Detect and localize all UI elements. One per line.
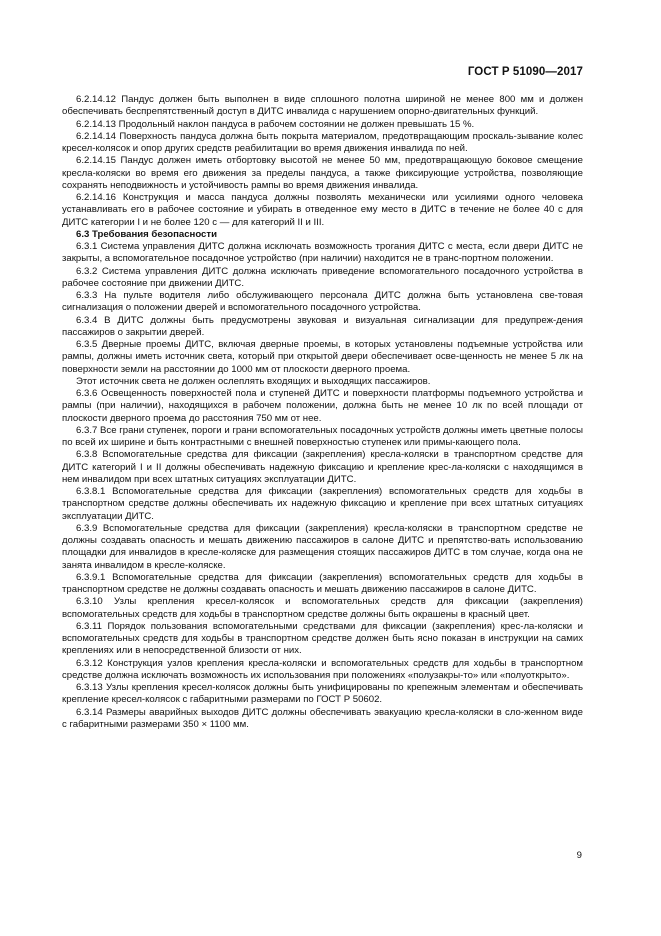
paragraph-6-3-9-1: 6.3.9.1 Вспомогательные средства для фиксации (закрепления) вспомогательных средств для ходьбы в транспортном средстве не должны создавать опасность и мешать движению пассажиров в салоне ДИТС. bbox=[62, 571, 583, 595]
paragraph-6-2-14-16: 6.2.14.16 Конструкция и масса пандуса должны позволять механически или усилиями одного человека устанавливать его в рабочее состояние и убирать в отведенное ему место в ДИТС в течение не более 40 с для ДИТС категории I и не более 120 с — для категорий II и III. bbox=[62, 192, 583, 228]
paragraph-6-3-5-note: Этот источник света не должен ослеплять входящих и выходящих пассажиров. bbox=[76, 375, 431, 387]
paragraph-6-3-2: 6.3.2 Система управления ДИТС должна исключать приведение вспомогательного посадочного устройства в рабочее состояние при движении ДИТС. bbox=[62, 265, 583, 289]
standard-designation: ГОСТ Р 51090—2017 bbox=[467, 66, 583, 78]
paragraph-6-3-9: 6.3.9 Вспомогательные средства для фиксации (закрепления) кресла-коляски в транспортном средстве не должны создавать опасность и мешать движению пассажиров в салоне ДИТС и препятство-вать использованию площадки для инвалидов в кресле-коляске для размещения стоящих пассажиров ДИТС в том случае, когда она не занята инвалидом в кресле-коляске. bbox=[62, 522, 583, 571]
paragraph-6-2-14-12: 6.2.14.12 Пандус должен быть выполнен в виде сплошного полотна шириной не менее 800 мм и должен обеспечивать беспрепятственный доступ в ДИТС инвалида с нарушением опорно-двигательных функций. bbox=[62, 94, 583, 118]
section-heading-6-3: 6.3 Требования безопасности bbox=[76, 228, 217, 240]
paragraph-6-3-13: 6.3.13 Узлы крепления кресел-колясок должны быть унифицированы по крепежным элементам и обеспечивать крепление кресел-колясок с габаритными размерами по ГОСТ Р 50602. bbox=[62, 682, 583, 706]
paragraph-6-3-8-1: 6.3.8.1 Вспомогательные средства для фиксации (закрепления) вспомогательных средств для ходьбы в транспортном средстве должны обеспечивать их надежную фиксацию и крепление при всех штатных ситуациях эксплуатации ДИТС. bbox=[62, 486, 583, 522]
paragraph-6-3-3: 6.3.3 На пульте водителя либо обслуживающего персонала ДИТС должна быть установлена све-товая сигнализация о положении дверей и вспомогательного посадочного устройства. bbox=[62, 290, 583, 314]
paragraph-6-2-14-14: 6.2.14.14 Поверхность пандуса должна быть покрыта материалом, предотвращающим проскаль-зывание колес кресел-колясок и опор других средств реабилитации во время движения инвалида по ней. bbox=[62, 130, 583, 154]
paragraph-6-2-14-15: 6.2.14.15 Пандус должен иметь отбортовку высотой не менее 50 мм, предотвращающую боковое смещение кресла-коляски во время его движения за пределы пандуса, а также фиксирующие устройства, позволяющие сохранять неподвижность и устойчивость рампы во время движения инвалида. bbox=[62, 155, 583, 191]
paragraph-6-3-8: 6.3.8 Вспомогательные средства для фиксации (закрепления) кресла-коляски в транспортном средстве для ДИТС категорий I и II должны обеспечивать надежную фиксацию и крепление крес-ла-коляски с находящимся в нем инвалидом при всех штатных ситуациях эксплуатации ДИТС. bbox=[62, 449, 583, 485]
paragraph-6-3-14: 6.3.14 Размеры аварийных выходов ДИТС должны обеспечивать эвакуацию кресла-коляски в сло-женном виде с габаритными размерами 350 × 1100 мм. bbox=[62, 706, 583, 730]
paragraph-6-3-7: 6.3.7 Все грани ступенек, пороги и грани вспомогательных посадочных устройств должны иметь цветные полосы по всей их ширине и быть контрастными с внешней поверхностью ступенек или примы-кающего пола. bbox=[62, 424, 583, 448]
paragraph-6-3-5: 6.3.5 Дверные проемы ДИТС, включая дверные проемы, в которых установлены подъемные устройства или рампы, должны иметь источник света, который при открытой двери обеспечивает осве-щенность не менее 5 лк на поверхности земли на расстоянии до 1000 мм от плоскости дверного проема. bbox=[62, 339, 583, 375]
page-number: 9 bbox=[576, 850, 582, 861]
paragraph-6-3-10: 6.3.10 Узлы крепления кресел-колясок и вспомогательных средств для фиксации (закрепления) вспомогательных средств для ходьбы в транспортном средстве должны быть окрашены в красный цвет. bbox=[62, 596, 583, 620]
paragraph-6-3-6: 6.3.6 Освещенность поверхностей пола и ступеней ДИТС и поверхности платформы подъемного устройства и рампы (при наличии), находящихся в рабочем положении, должна быть не менее 10 лк по всей площади от плоскости дверного проема до расстояния 750 мм от нее. bbox=[62, 388, 583, 424]
paragraph-6-3-11: 6.3.11 Порядок пользования вспомогательными средствами для фиксации (закрепления) крес-ла-коляски и вспомогательных средств для ходьбы в транспортном средстве должен быть ясно показан в инструкции на самих креплениях или в непосредственной близости от них. bbox=[62, 620, 583, 657]
document-body bbox=[62, 94, 583, 731]
paragraph-6-3-4: 6.3.4 В ДИТС должны быть предусмотрены звуковая и визуальная сигнализации для предупреж-дения пассажиров о закрытии дверей. bbox=[62, 314, 583, 338]
paragraph-6-3-12: 6.3.12 Конструкция узлов крепления кресла-коляски и вспомогательных средств для ходьбы в транспортном средстве должна исключать возможность их использования при положениях «полузакры-то» или «полуоткрыто». bbox=[62, 657, 583, 681]
paragraph-6-3-1: 6.3.1 Система управления ДИТС должна исключать возможность трогания ДИТС с места, если двери ДИТС не закрыты, а вспомогательное посадочное устройство (при наличии) находится не в транс-портном положении. bbox=[62, 241, 583, 265]
paragraph-6-2-14-13: 6.2.14.13 Продольный наклон пандуса в рабочем состоянии не должен превышать 15 %. bbox=[76, 118, 475, 130]
